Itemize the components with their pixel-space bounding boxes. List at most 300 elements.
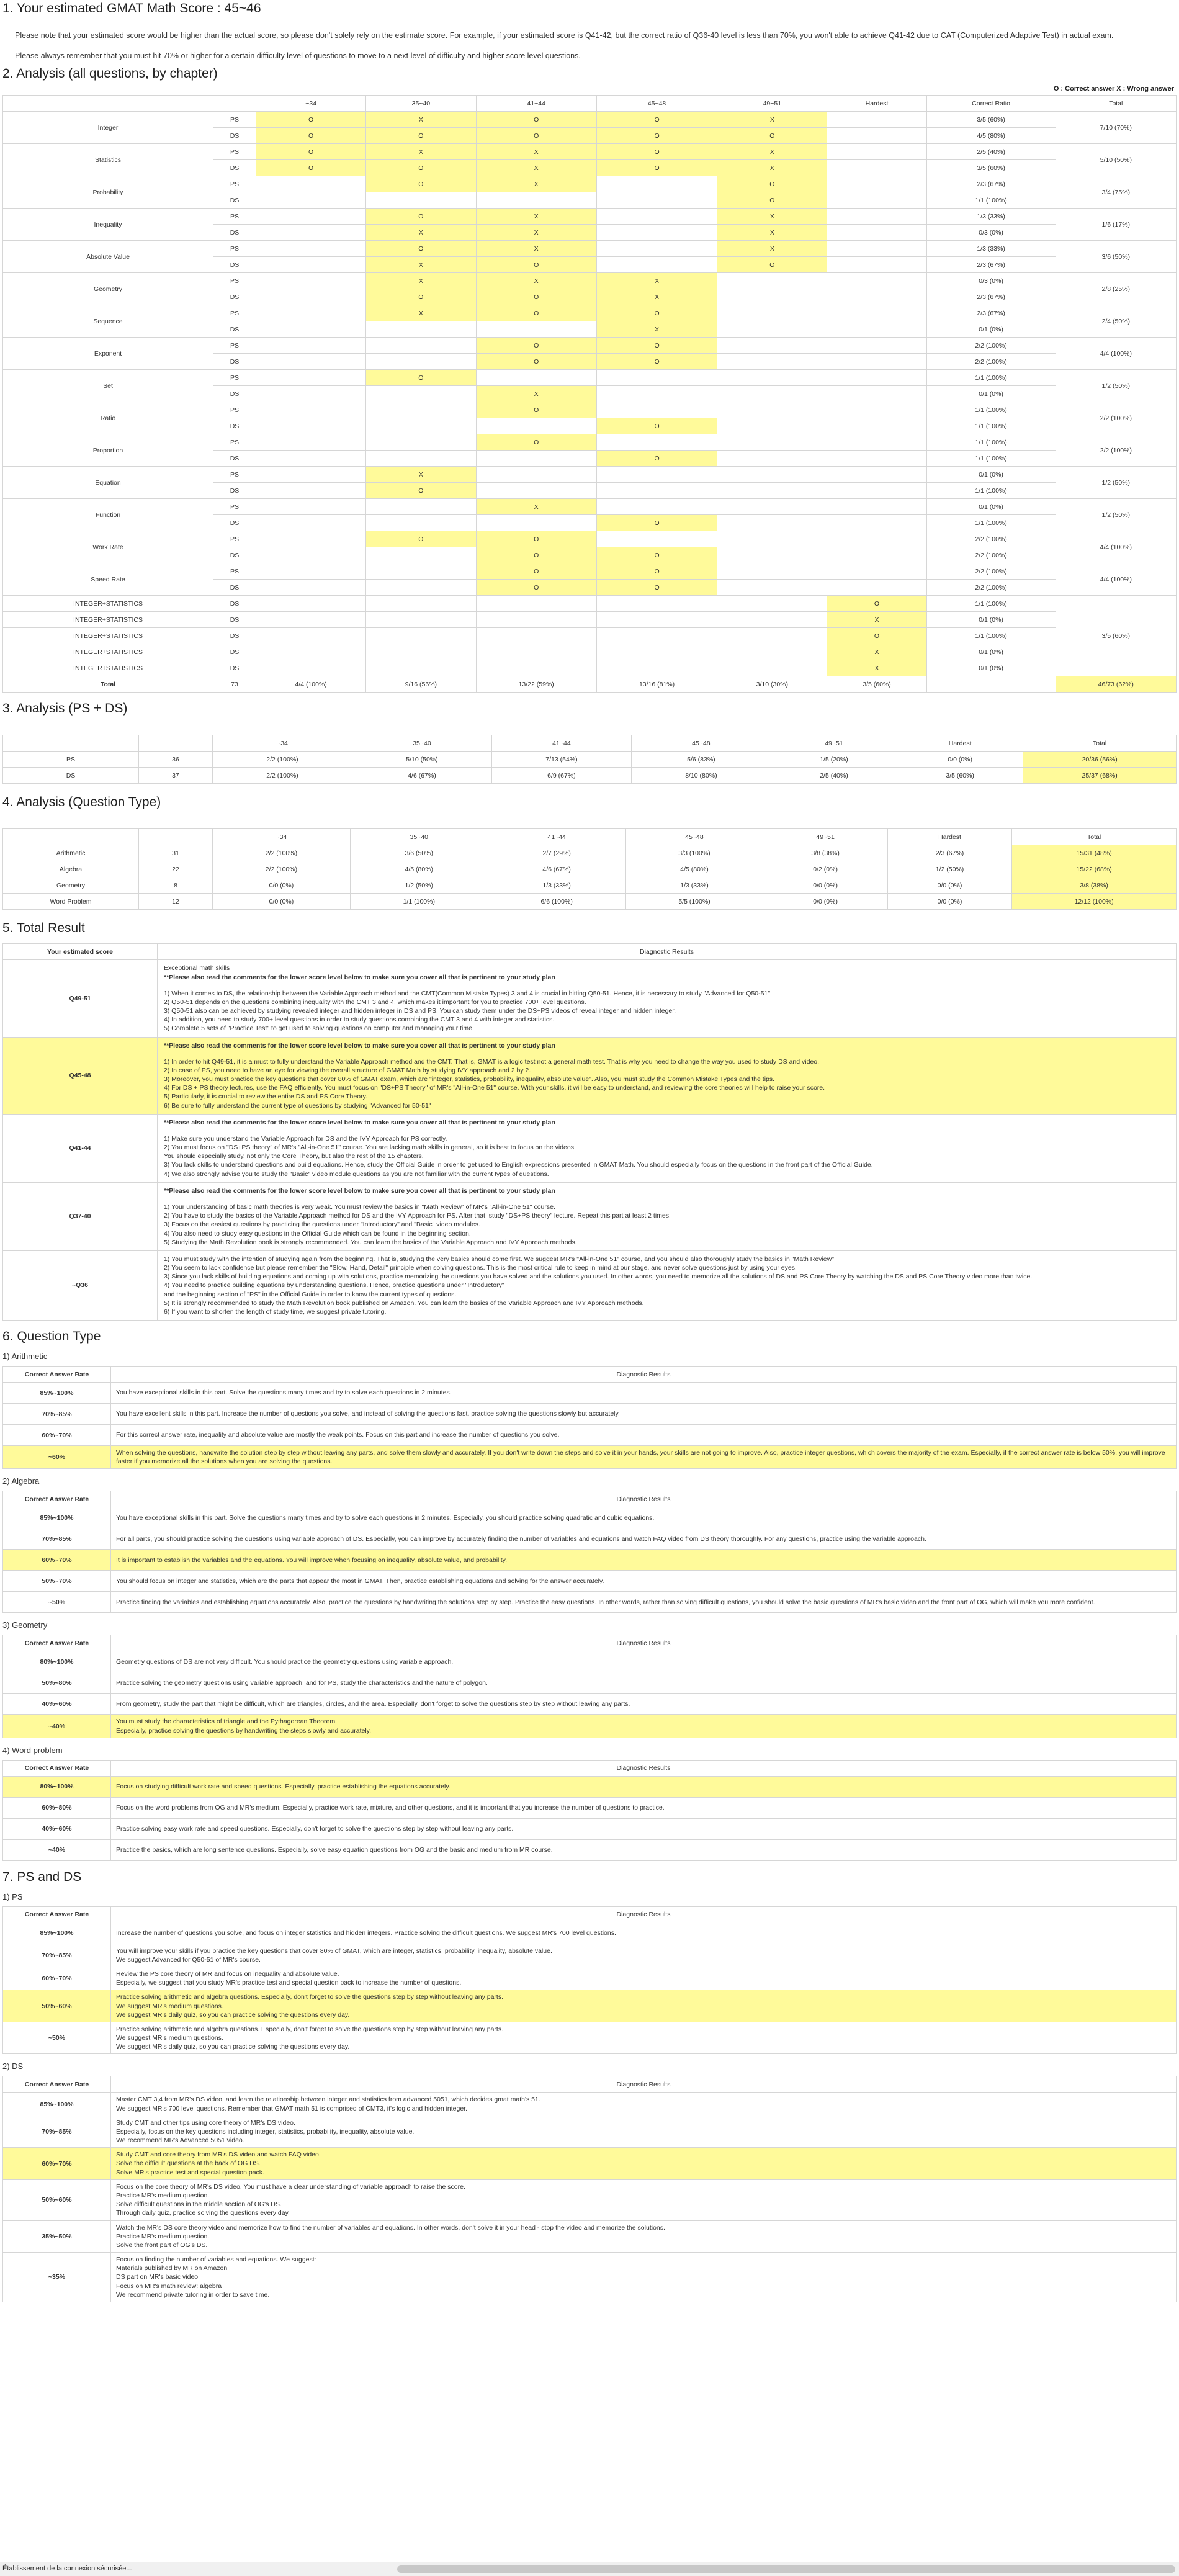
diagnostic-line: Study CMT and core theory from MR's DS video and watch FAQ video. bbox=[116, 2151, 321, 2159]
diagnostic-line: Practice the basics, which are long sentence questions. Especially, solve easy equation questions from OG and the basic and medium from MR course. bbox=[116, 1846, 553, 1854]
diagnostic-line: Master CMT 3,4 from MR's DS video, and learn the relationship between integer and statistics from advanced 5051, which decides gmat math's 51. bbox=[116, 2096, 540, 2104]
answer-cell bbox=[366, 402, 476, 418]
answer-cell bbox=[827, 225, 926, 241]
diagnostic-line: You have exceptional skills in this part. Solve the questions many times and try to solve each questions in 2 minutes. Especially, you should practice solving quadratic and cubic equations. bbox=[116, 1514, 655, 1522]
question-kind: DS bbox=[213, 289, 256, 305]
answer-cell: O bbox=[476, 531, 596, 547]
diagnostic-line: From geometry, study the part that might be difficult, which are triangles, circles, and the area. Especially, don't forget to solve the questions step by step without leaving any parts. bbox=[116, 1700, 630, 1708]
answer-cell bbox=[717, 628, 827, 644]
row-label: Algebra bbox=[3, 861, 139, 877]
rate-range: 50%~60% bbox=[3, 2179, 111, 2220]
diagnostic-line bbox=[164, 1127, 1170, 1134]
answer-cell bbox=[827, 289, 926, 305]
status-bar bbox=[0, 2562, 1179, 2576]
rate-row bbox=[3, 1839, 1177, 1860]
column-header: Diagnostic Results bbox=[111, 1491, 1177, 1507]
diagnostic-line: 4) We also strongly advise you to study the "Basic" video module questions as you are not familiar with the current types of questions. bbox=[164, 1170, 549, 1178]
row-total: 25/37 (68%) bbox=[1023, 768, 1177, 784]
correct-ratio: 1/1 (100%) bbox=[926, 451, 1056, 467]
answer-cell bbox=[717, 580, 827, 596]
table-row bbox=[3, 563, 1177, 580]
answer-cell bbox=[256, 386, 366, 402]
answer-cell bbox=[596, 402, 717, 418]
column-header: Correct Answer Rate bbox=[3, 1635, 111, 1651]
group-title: 1) PS bbox=[2, 1892, 23, 1901]
rate-row bbox=[3, 1776, 1177, 1797]
answer-cell: O bbox=[366, 241, 476, 257]
diagnostic-text bbox=[111, 1797, 1177, 1818]
rate-row bbox=[3, 1383, 1177, 1404]
result-row bbox=[3, 960, 1177, 1037]
answer-cell: O bbox=[476, 112, 596, 128]
grand-total: 46/73 (62%) bbox=[1056, 676, 1176, 693]
section-chapter-analysis-title: 2. Analysis (all questions, by chapter) bbox=[2, 66, 218, 81]
diagnostic-text bbox=[111, 1818, 1177, 1839]
answer-cell: X bbox=[476, 499, 596, 515]
row-label: Geometry bbox=[3, 877, 139, 894]
answer-cell: O bbox=[476, 338, 596, 354]
diagnostic-table bbox=[2, 1366, 1177, 1469]
question-kind: DS bbox=[213, 321, 256, 338]
answer-cell bbox=[476, 321, 596, 338]
diagnostic-text bbox=[111, 1990, 1177, 2022]
chapter-total: 1/2 (50%) bbox=[1056, 467, 1176, 499]
answer-cell: O bbox=[717, 192, 827, 209]
answer-cell: O bbox=[717, 128, 827, 144]
score-level: Q49-51 bbox=[3, 960, 158, 1037]
diagnostic-line: Especially, focus on the key questions including integer, statistics, probability, inequality, absolute value. bbox=[116, 2127, 415, 2135]
result-cell: 0/0 (0%) bbox=[213, 894, 351, 910]
table-row bbox=[3, 768, 1177, 784]
table-row bbox=[3, 176, 1177, 192]
row-total: 15/22 (68%) bbox=[1012, 861, 1177, 877]
diagnostic-line: 1) Your understanding of basic math theories is very weak. You must review the basics in "Math Review" of MR's "All-in-One 51" course. bbox=[164, 1203, 555, 1211]
answer-cell: X bbox=[476, 241, 596, 257]
column-header: Diagnostic Results bbox=[158, 944, 1177, 960]
header-row bbox=[3, 1491, 1177, 1507]
question-kind: DS bbox=[213, 483, 256, 499]
answer-cell: X bbox=[827, 612, 926, 628]
answer-cell: O bbox=[366, 289, 476, 305]
rate-range: 50%~60% bbox=[3, 1990, 111, 2022]
column-header: ~34 bbox=[213, 735, 352, 752]
correct-ratio: 0/1 (0%) bbox=[926, 499, 1056, 515]
column-header bbox=[139, 829, 213, 845]
group-title: 2) Algebra bbox=[2, 1476, 40, 1486]
rate-range: 70%~85% bbox=[3, 2116, 111, 2148]
total-label: Total bbox=[3, 676, 213, 693]
answer-cell: X bbox=[717, 241, 827, 257]
column-header: Hardest bbox=[827, 96, 926, 112]
diagnostic-text bbox=[111, 1507, 1177, 1528]
chapter-total: 4/4 (100%) bbox=[1056, 531, 1176, 563]
diagnostic-table bbox=[2, 1906, 1177, 2055]
question-kind: PS bbox=[213, 467, 256, 483]
result-cell: 4/5 (80%) bbox=[625, 861, 763, 877]
rate-row bbox=[3, 1694, 1177, 1715]
answer-cell bbox=[717, 547, 827, 563]
rate-range: ~50% bbox=[3, 2022, 111, 2054]
question-kind: PS bbox=[213, 434, 256, 451]
diagnostic-line: We recommend private tutoring in order to save time. bbox=[116, 2291, 270, 2299]
table-row bbox=[3, 894, 1177, 910]
diagnostic-line: 2) You must focus on "DS+PS theory" of MR's "All-in-One 51" course. You are lacking math skills in general, so it is best to focus on the videos. bbox=[164, 1144, 576, 1152]
result-cell: 0/0 (0%) bbox=[897, 752, 1023, 768]
answer-cell bbox=[596, 225, 717, 241]
diagnostic-line: Practice solving arithmetic and algebra questions. Especially, don't forget to solve the questions step by step without leaving any parts. bbox=[116, 2025, 503, 2033]
chapter-total: 2/2 (100%) bbox=[1056, 402, 1176, 434]
diagnostic-text bbox=[111, 2253, 1177, 2302]
rate-row bbox=[3, 1944, 1177, 1967]
rate-range: 40%~60% bbox=[3, 1818, 111, 1839]
correct-ratio: 2/3 (67%) bbox=[926, 176, 1056, 192]
result-cell: 6/6 (100%) bbox=[488, 894, 625, 910]
answer-cell: O bbox=[256, 144, 366, 160]
row-label: Arithmetic bbox=[3, 845, 139, 861]
rate-range: ~50% bbox=[3, 1592, 111, 1613]
column-header: ~34 bbox=[256, 96, 366, 112]
answer-cell: X bbox=[717, 225, 827, 241]
rate-row bbox=[3, 1592, 1177, 1613]
question-kind: DS bbox=[213, 612, 256, 628]
diagnostic-line: Focus on the word problems from OG and MR's medium. Especially, practice work rate, mixture, and other questions, and it is important that you increase the number of questions to practice. bbox=[116, 1804, 665, 1812]
answer-cell bbox=[256, 644, 366, 660]
answer-cell: O bbox=[366, 160, 476, 176]
section-ps-and-ds-title: 7. PS and DS bbox=[2, 1869, 82, 1884]
answer-cell: O bbox=[476, 547, 596, 563]
answer-cell bbox=[256, 257, 366, 273]
score-level: Q37-40 bbox=[3, 1182, 158, 1250]
diagnostic-text bbox=[111, 1446, 1177, 1469]
diagnostic-line: You should especially study, not only the Core Theory, but also the rest of the 15 chapters. bbox=[164, 1152, 424, 1160]
legend: O : Correct answer X : Wrong answer bbox=[1053, 85, 1174, 93]
answer-cell bbox=[717, 321, 827, 338]
column-header: 41~44 bbox=[476, 96, 596, 112]
rate-range: 60%~70% bbox=[3, 1967, 111, 1990]
diagnostic-text bbox=[111, 1944, 1177, 1967]
answer-cell bbox=[256, 451, 366, 467]
diagnostic-text bbox=[111, 1694, 1177, 1715]
header-row bbox=[3, 1367, 1177, 1383]
result-cell: 1/2 (50%) bbox=[350, 877, 488, 894]
group-title: 4) Word problem bbox=[2, 1745, 63, 1755]
diagnostic-line: We suggest MR's daily quiz, so you can practice solving the questions every day. bbox=[116, 2043, 350, 2051]
question-kind: DS bbox=[213, 596, 256, 612]
answer-cell bbox=[596, 531, 717, 547]
table-row bbox=[3, 660, 1177, 676]
total-cell: 13/22 (59%) bbox=[476, 676, 596, 693]
diagnostic-text bbox=[111, 1425, 1177, 1446]
answer-cell bbox=[827, 192, 926, 209]
diagnostic-text bbox=[111, 1923, 1177, 1944]
diagnostic-line: 5) It is strongly recommended to study the Math Revolution book published on Amazon. You can learn the basics of the Variable Approach and IVY Approach methods. bbox=[164, 1299, 644, 1307]
answer-cell bbox=[827, 160, 926, 176]
answer-cell bbox=[827, 402, 926, 418]
diagnostic-line: Watch the MR's DS core theory video and memorize how to find the number of variables and equations. In other words, don't solve it in your head - stop the video and memorize the solutions. bbox=[116, 2224, 665, 2232]
correct-ratio: 1/1 (100%) bbox=[926, 515, 1056, 531]
answer-cell bbox=[717, 499, 827, 515]
answer-cell bbox=[717, 660, 827, 676]
answer-cell bbox=[827, 418, 926, 434]
rate-row bbox=[3, 1571, 1177, 1592]
correct-ratio: 2/2 (100%) bbox=[926, 580, 1056, 596]
diagnostic-text bbox=[111, 2179, 1177, 2220]
column-header: 35~40 bbox=[366, 96, 476, 112]
rate-range: 80%~100% bbox=[3, 1776, 111, 1797]
answer-cell bbox=[366, 628, 476, 644]
header-row bbox=[3, 944, 1177, 960]
question-kind: PS bbox=[213, 305, 256, 321]
answer-cell bbox=[827, 128, 926, 144]
answer-cell: O bbox=[476, 305, 596, 321]
answer-cell bbox=[256, 209, 366, 225]
row-total: 15/31 (48%) bbox=[1012, 845, 1177, 861]
group-title: 2) DS bbox=[2, 2062, 24, 2071]
diagnostic-line: Practice solving the geometry questions using variable approach, and for PS, study the characteristics and the nature of polygon. bbox=[116, 1679, 488, 1687]
chapter-total: 2/8 (25%) bbox=[1056, 273, 1176, 305]
diagnostic-text bbox=[111, 1715, 1177, 1738]
answer-cell bbox=[717, 644, 827, 660]
rate-row bbox=[3, 2253, 1177, 2302]
rate-row bbox=[3, 2116, 1177, 2148]
result-row bbox=[3, 1250, 1177, 1320]
diagnostic-line: Solve MR's practice test and special question pack. bbox=[116, 2168, 264, 2176]
column-header: Correct Answer Rate bbox=[3, 2076, 111, 2093]
rate-row bbox=[3, 1507, 1177, 1528]
correct-ratio: 1/1 (100%) bbox=[926, 370, 1056, 386]
rate-row bbox=[3, 1715, 1177, 1738]
result-cell: 5/10 (50%) bbox=[352, 752, 491, 768]
answer-cell bbox=[827, 354, 926, 370]
chapter-name: Ratio bbox=[3, 402, 213, 434]
diagnostic-line: You will improve your skills if you practice the key questions that cover 80% of GMAT, which are integer, statistics, probability, inequality, absolute value. bbox=[116, 1947, 552, 1955]
rate-range: ~40% bbox=[3, 1715, 111, 1738]
question-kind: DS bbox=[213, 354, 256, 370]
answer-cell bbox=[256, 628, 366, 644]
answer-cell: X bbox=[476, 160, 596, 176]
header-row bbox=[3, 829, 1177, 845]
column-header: Diagnostic Results bbox=[111, 1760, 1177, 1776]
correct-ratio: 1/1 (100%) bbox=[926, 483, 1056, 499]
ps-ds-groups bbox=[2, 1892, 1177, 2302]
correct-ratio: 0/1 (0%) bbox=[926, 321, 1056, 338]
row-count: 12 bbox=[139, 894, 213, 910]
horizontal-scrollbar[interactable] bbox=[397, 2565, 1175, 2573]
diagnostic-text bbox=[111, 1967, 1177, 1990]
correct-ratio: 2/2 (100%) bbox=[926, 547, 1056, 563]
answer-cell bbox=[596, 209, 717, 225]
answer-cell bbox=[476, 483, 596, 499]
table-row bbox=[3, 861, 1177, 877]
column-header: ~34 bbox=[213, 829, 351, 845]
answer-cell bbox=[256, 596, 366, 612]
chapter-name: INTEGER+STATISTICS bbox=[3, 628, 213, 644]
chapter-name: Sequence bbox=[3, 305, 213, 338]
answer-cell: X bbox=[717, 160, 827, 176]
answer-cell bbox=[366, 354, 476, 370]
table-row bbox=[3, 402, 1177, 418]
diagnostic-line: You have excellent skills in this part. Increase the number of questions you solve, and instead of solving the questions fast, practice solving the questions slowly but accurately. bbox=[116, 1410, 620, 1418]
answer-cell: X bbox=[827, 644, 926, 660]
result-cell: 0/0 (0%) bbox=[887, 894, 1011, 910]
answer-cell bbox=[596, 483, 717, 499]
answer-cell bbox=[256, 241, 366, 257]
correct-ratio: 4/5 (80%) bbox=[926, 128, 1056, 144]
diagnostic-line: Especially, we suggest that you study MR's practice test and special question pack to increase the number of questions. bbox=[116, 1979, 462, 1987]
total-count: 73 bbox=[213, 676, 256, 693]
answer-cell bbox=[717, 451, 827, 467]
answer-cell bbox=[717, 515, 827, 531]
question-kind: DS bbox=[213, 418, 256, 434]
correct-ratio: 2/2 (100%) bbox=[926, 354, 1056, 370]
diagnostic-line: 3) Since you lack skills of building equations and coming up with solutions, practice memorizing the questions you have solved and the solutions you used. In other words, you need to memorize all the solutions of DS and PS Core Theory by watching the DS and PS Core Theory video more than twice. bbox=[164, 1273, 1033, 1281]
diagnostic-line: 3) Moreover, you must practice the key questions that cover 80% of GMAT exam, which are "integer, statistics, probability, inequality, absolute value". Also, you must study the Common Mistake Types and the tips. bbox=[164, 1075, 775, 1084]
total-cell bbox=[926, 676, 1056, 693]
diagnostic-line: 2) In case of PS, you need to have an eye for viewing the overall structure of GMAT Math by studying IVY approach and 2 by 2. bbox=[164, 1066, 531, 1074]
answer-cell: O bbox=[366, 209, 476, 225]
diagnostic-line: 5) Particularly, it is crucial to review the entire DS and PS Core Theory. bbox=[164, 1093, 367, 1101]
diagnostic-line: We suggest MR's medium questions. bbox=[116, 2034, 223, 2042]
chapter-name: Exponent bbox=[3, 338, 213, 370]
answer-cell: O bbox=[366, 176, 476, 192]
answer-cell bbox=[717, 402, 827, 418]
answer-cell bbox=[256, 370, 366, 386]
answer-cell: O bbox=[366, 128, 476, 144]
answer-cell bbox=[827, 580, 926, 596]
result-cell: 6/9 (67%) bbox=[491, 768, 631, 784]
answer-cell bbox=[366, 612, 476, 628]
answer-cell bbox=[476, 451, 596, 467]
answer-cell bbox=[476, 660, 596, 676]
rate-range: 85%~100% bbox=[3, 1383, 111, 1404]
question-kind: PS bbox=[213, 241, 256, 257]
correct-ratio: 1/1 (100%) bbox=[926, 192, 1056, 209]
answer-cell: O bbox=[596, 160, 717, 176]
diagnostic-line: Solve difficult questions in the middle section of OG's DS. bbox=[116, 2201, 282, 2209]
diagnostic-line: and the beginning section of "PS" in the Official Guide in order to know the current types of questions. bbox=[164, 1290, 457, 1298]
answer-cell bbox=[827, 176, 926, 192]
answer-cell: O bbox=[476, 354, 596, 370]
column-header: 45~48 bbox=[631, 735, 771, 752]
table-row bbox=[3, 752, 1177, 768]
score-level: ~Q36 bbox=[3, 1250, 158, 1320]
answer-cell bbox=[596, 612, 717, 628]
table-row bbox=[3, 612, 1177, 628]
diagnostic-text bbox=[111, 2220, 1177, 2253]
answer-cell: X bbox=[596, 273, 717, 289]
answer-cell: O bbox=[476, 402, 596, 418]
diagnostic-line: For all parts, you should practice solving the questions using variable approach of DS. Especially, you can improve by accurately finding the number of variables and equations and watch FAQ video from DS theory thoroughly. For any questions, practice using the variable approach. bbox=[116, 1535, 926, 1543]
answer-cell bbox=[366, 515, 476, 531]
diagnostic-text bbox=[111, 2022, 1177, 2054]
chapter-total: 2/4 (50%) bbox=[1056, 305, 1176, 338]
column-header: Diagnostic Results bbox=[111, 1367, 1177, 1383]
total-row bbox=[3, 676, 1177, 693]
column-header: Your estimated score bbox=[3, 944, 158, 960]
ps-ds-analysis-table bbox=[2, 735, 1177, 784]
answer-cell: O bbox=[476, 580, 596, 596]
diagnostic-text bbox=[111, 1672, 1177, 1694]
row-count: 31 bbox=[139, 845, 213, 861]
answer-cell bbox=[717, 596, 827, 612]
correct-ratio: 2/3 (67%) bbox=[926, 257, 1056, 273]
answer-cell: X bbox=[596, 289, 717, 305]
question-kind: DS bbox=[213, 644, 256, 660]
column-header bbox=[3, 735, 139, 752]
table-row bbox=[3, 273, 1177, 289]
answer-cell bbox=[476, 612, 596, 628]
result-cell: 0/0 (0%) bbox=[763, 894, 887, 910]
chapter-name: Equation bbox=[3, 467, 213, 499]
rate-row bbox=[3, 1967, 1177, 1990]
question-kind: PS bbox=[213, 176, 256, 192]
answer-cell: X bbox=[366, 305, 476, 321]
header-row bbox=[3, 1760, 1177, 1776]
question-kind: DS bbox=[213, 160, 256, 176]
row-total: 20/36 (56%) bbox=[1023, 752, 1177, 768]
answer-cell bbox=[256, 580, 366, 596]
correct-ratio: 1/1 (100%) bbox=[926, 628, 1056, 644]
row-count: 37 bbox=[139, 768, 213, 784]
question-kind: PS bbox=[213, 273, 256, 289]
answer-cell bbox=[717, 467, 827, 483]
result-cell: 5/5 (100%) bbox=[625, 894, 763, 910]
diagnostic-line: You have exceptional skills in this part. Solve the questions many times and try to solve each questions in 2 minutes. bbox=[116, 1389, 452, 1397]
answer-cell bbox=[717, 531, 827, 547]
answer-cell bbox=[717, 289, 827, 305]
status-text: Établissement de la connexion sécurisée... bbox=[2, 2565, 132, 2572]
table-row bbox=[3, 531, 1177, 547]
total-cell: 9/16 (56%) bbox=[366, 676, 476, 693]
row-count: 22 bbox=[139, 861, 213, 877]
table-row bbox=[3, 499, 1177, 515]
answer-cell bbox=[717, 386, 827, 402]
answer-cell bbox=[827, 467, 926, 483]
diagnostic-table bbox=[2, 2076, 1177, 2302]
rate-range: ~60% bbox=[3, 1446, 111, 1469]
answer-cell: O bbox=[596, 563, 717, 580]
chapter-name: Integer bbox=[3, 112, 213, 144]
rate-row bbox=[3, 1528, 1177, 1550]
answer-cell bbox=[256, 418, 366, 434]
diagnostic-line: You should focus on integer and statistics, which are the parts that appear the most in GMAT. Then, practice establishing equations and solving for the answer accurately. bbox=[116, 1577, 604, 1585]
answer-cell bbox=[827, 241, 926, 257]
answer-cell bbox=[596, 467, 717, 483]
answer-cell bbox=[827, 563, 926, 580]
rate-range: ~35% bbox=[3, 2253, 111, 2302]
result-cell: 3/3 (100%) bbox=[625, 845, 763, 861]
row-count: 36 bbox=[139, 752, 213, 768]
result-cell: 4/6 (67%) bbox=[488, 861, 625, 877]
rate-range: 50%~80% bbox=[3, 1672, 111, 1694]
answer-cell: O bbox=[596, 418, 717, 434]
answer-cell bbox=[717, 354, 827, 370]
answer-cell bbox=[366, 338, 476, 354]
question-kind: DS bbox=[213, 580, 256, 596]
diagnostic-line: 2) You seem to lack confidence but please remember the "Slow, Hand, Detail" principle when solving questions. This is the most critical rule to keep in mind at our stage, and never solve questions just by using your eyes. bbox=[164, 1264, 797, 1272]
answer-cell: X bbox=[476, 209, 596, 225]
answer-cell bbox=[256, 176, 366, 192]
correct-ratio: 0/1 (0%) bbox=[926, 660, 1056, 676]
chapter-name: INTEGER+STATISTICS bbox=[3, 644, 213, 660]
answer-cell bbox=[256, 402, 366, 418]
result-cell: 2/3 (67%) bbox=[887, 845, 1011, 861]
question-kind: DS bbox=[213, 128, 256, 144]
diagnostic-line: Practice MR's medium question. bbox=[116, 2232, 210, 2240]
table-row bbox=[3, 112, 1177, 128]
answer-cell bbox=[717, 483, 827, 499]
answer-cell bbox=[366, 418, 476, 434]
